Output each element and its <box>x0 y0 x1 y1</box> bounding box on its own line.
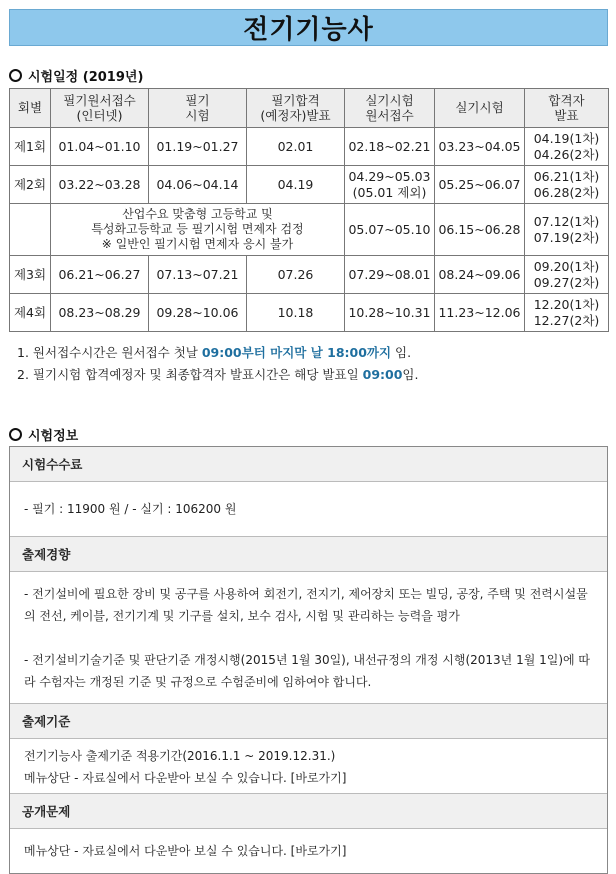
round-cell: 제2회 <box>10 166 51 204</box>
circle-bullet-icon <box>9 428 22 441</box>
header-written-result: 필기합격 (예정자)발표 <box>247 89 345 128</box>
circle-bullet-icon <box>9 69 22 82</box>
practical-apply-cell: 07.29~08.01 <box>345 256 435 294</box>
written-exam-cell: 07.13~07.21 <box>149 256 247 294</box>
schedule-header-row <box>10 89 609 128</box>
info-heading-text: 시험정보 <box>28 429 79 444</box>
table-row <box>10 166 609 204</box>
written-exam-cell: 01.19~01.27 <box>149 128 247 166</box>
table-row <box>10 204 609 256</box>
practical-exam-cell: 11.23~12.06 <box>435 294 525 332</box>
written-exam-cell: 04.06~04.14 <box>149 166 247 204</box>
fee-text: - 필기 : 11900 원 / - 실기 : 106200 원 <box>10 482 607 537</box>
schedule-heading-text: 시험일정 (2019년) <box>28 70 144 85</box>
trend-title: 출제경향 <box>10 537 607 572</box>
written-result-cell: 10.18 <box>247 294 345 332</box>
round-cell: 제4회 <box>10 294 51 332</box>
practical-exam-cell: 06.15~06.28 <box>435 204 525 256</box>
practical-exam-cell: 08.24~09.06 <box>435 256 525 294</box>
written-apply-cell: 06.21~06.27 <box>51 256 149 294</box>
standard-body <box>10 739 607 794</box>
open-title: 공개문제 <box>10 794 607 829</box>
table-row <box>10 256 609 294</box>
written-exam-cell: 09.28~10.06 <box>149 294 247 332</box>
standard-title: 출제기준 <box>10 704 607 739</box>
schedule-table <box>9 88 609 332</box>
title-bar <box>9 9 608 46</box>
info-heading <box>9 425 78 444</box>
practical-apply-cell: 04.29~05.03 (05.01 제외) <box>345 166 435 204</box>
practical-apply-cell: 10.28~10.31 <box>345 294 435 332</box>
final-cell: 09.20(1차) 09.27(2차) <box>525 256 609 294</box>
open-download-link[interactable]: 메뉴상단 - 자료실에서 다운받아 보실 수 있습니다. [바로가기] <box>24 844 347 858</box>
written-result-cell: 07.26 <box>247 256 345 294</box>
written-apply-cell: 08.23~08.29 <box>51 294 149 332</box>
round-cell <box>10 204 51 256</box>
practical-apply-cell: 05.07~05.10 <box>345 204 435 256</box>
fee-title: 시험수수료 <box>10 447 607 482</box>
header-round: 회별 <box>10 89 51 128</box>
trend-body <box>10 572 607 704</box>
note-highlight: 09:00부터 마지막 날 18:00까지 <box>201 345 392 360</box>
practical-exam-cell: 03.23~04.05 <box>435 128 525 166</box>
exemption-note-cell: 산업수요 맞춤형 고등학교 및 특성화고등학교 등 필기시험 면제자 검정 ※ 일반인 필기시험 면제자 응시 불가 <box>51 204 345 256</box>
round-cell: 제3회 <box>10 256 51 294</box>
header-written-exam: 필기 시험 <box>149 89 247 128</box>
header-practical-apply: 실기시험 원서접수 <box>345 89 435 128</box>
page-title: 전기기능사 <box>243 15 374 45</box>
final-cell: 06.21(1차) 06.28(2차) <box>525 166 609 204</box>
note-item: 2. 필기시험 합격예정자 및 최종합격자 발표시간은 해당 발표일 09:00임. <box>17 367 419 382</box>
standard-download-link[interactable]: 메뉴상단 - 자료실에서 다운받아 보실 수 있습니다. [바로가기] <box>24 771 347 785</box>
written-apply-cell: 03.22~03.28 <box>51 166 149 204</box>
note-item: 1. 원서접수시간은 원서접수 첫날 09:00부터 마지막 날 18:00까지 임. <box>17 345 412 360</box>
trend-paragraph: - 전기설비에 필요한 장비 및 공구를 사용하여 회전기, 전지기, 제어장치 또는 빌딩, 공장, 주택 및 전력시설물의 전선, 케이블, 전기기계 및 기구를 설치, 보수 검사, 시험 및 관리하는 능력을 평가 <box>24 587 588 623</box>
written-apply-cell: 01.04~01.10 <box>51 128 149 166</box>
table-row <box>10 294 609 332</box>
table-row <box>10 128 609 166</box>
round-cell: 제1회 <box>10 128 51 166</box>
written-result-cell: 02.01 <box>247 128 345 166</box>
note-highlight: 09:00 <box>362 367 403 382</box>
header-written-apply: 필기원서접수 (인터넷) <box>51 89 149 128</box>
written-result-cell: 04.19 <box>247 166 345 204</box>
schedule-notes <box>17 342 418 386</box>
practical-exam-cell: 05.25~06.07 <box>435 166 525 204</box>
final-cell: 12.20(1차) 12.27(2차) <box>525 294 609 332</box>
exam-info-box <box>9 446 608 874</box>
schedule-heading <box>9 66 143 85</box>
header-practical-exam: 실기시험 <box>435 89 525 128</box>
final-cell: 04.19(1차) 04.26(2차) <box>525 128 609 166</box>
trend-paragraph: - 전기설비기술기준 및 판단기준 개정시행(2015년 1월 30일), 내선규정의 개정 시행(2013년 1월 1일)에 따라 수험자는 개정된 기준 및 규정으로 수험준비에 임하여야 합니다. <box>24 653 591 689</box>
header-final: 합격자 발표 <box>525 89 609 128</box>
final-cell: 07.12(1차) 07.19(2차) <box>525 204 609 256</box>
practical-apply-cell: 02.18~02.21 <box>345 128 435 166</box>
standard-period: 전기기능사 출제기준 적용기간(2016.1.1 ~ 2019.12.31.) <box>24 749 336 763</box>
